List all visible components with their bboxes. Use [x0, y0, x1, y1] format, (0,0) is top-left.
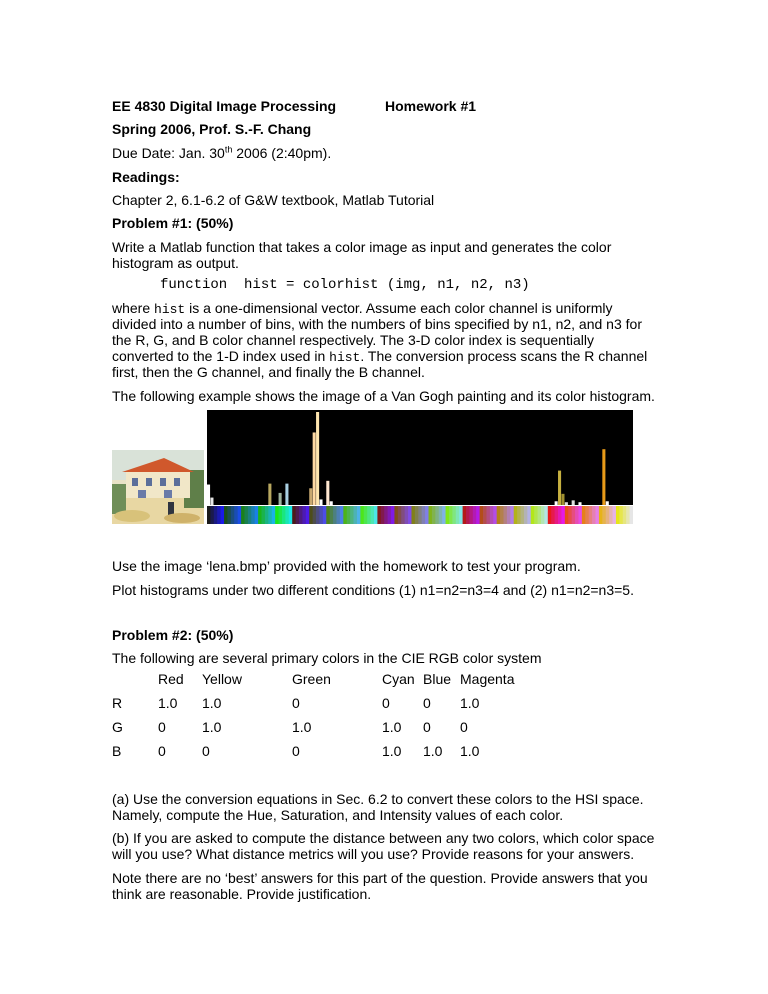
color-strip-swatch	[296, 506, 300, 524]
histogram-bar	[279, 493, 282, 505]
histogram-bar	[578, 502, 581, 505]
histogram-bar	[602, 449, 605, 505]
color-strip-swatch	[429, 506, 433, 524]
color-strip-swatch	[575, 506, 579, 524]
color-strip-swatch	[207, 506, 211, 524]
color-strip-swatch	[435, 506, 439, 524]
cell: 1.0	[423, 743, 443, 759]
color-strip-swatch	[483, 506, 487, 524]
color-strip-swatch	[367, 506, 371, 524]
cell: 0	[158, 719, 166, 735]
color-strip-swatch	[599, 506, 603, 524]
color-strip-swatch	[255, 506, 259, 524]
color-strip-swatch	[527, 506, 531, 524]
color-strip-swatch	[371, 506, 375, 524]
color-strip-swatch	[350, 506, 354, 524]
color-strip-swatch	[561, 506, 565, 524]
row-label-b: B	[112, 743, 122, 759]
color-strip-swatch	[473, 506, 477, 524]
part-b-line2: will you use? What distance metrics will you use? Provide reasons for your answers.	[112, 846, 635, 862]
color-strip-swatch	[452, 506, 456, 524]
histogram-bar	[326, 481, 329, 505]
color-strip-swatch	[480, 506, 484, 524]
color-strip-swatch	[623, 506, 627, 524]
color-strip-swatch	[446, 506, 450, 524]
van-gogh-painting-image	[112, 450, 204, 524]
color-strip-swatch	[265, 506, 269, 524]
color-strip-swatch	[555, 506, 559, 524]
col-header-red: Red	[158, 671, 184, 687]
cell: 0	[202, 743, 210, 759]
color-strip-swatch	[330, 506, 334, 524]
course-title: EE 4830 Digital Image Processing	[112, 98, 337, 114]
color-strip-swatch	[302, 506, 306, 524]
problem1-heading: Problem #1: (50%)	[112, 215, 234, 231]
row-label-r: R	[112, 695, 123, 711]
color-strip-swatch	[279, 506, 283, 524]
color-strip-swatch	[616, 506, 620, 524]
color-strip-swatch	[244, 506, 248, 524]
color-strip-swatch	[292, 506, 296, 524]
cell: 0	[292, 743, 300, 759]
color-strip-swatch	[306, 506, 310, 524]
color-strip-swatch	[316, 506, 320, 524]
histogram-bar	[330, 501, 333, 505]
color-strip-swatch	[568, 506, 572, 524]
use-image-text: Use the image ‘lena.bmp’ provided with the homework to test your program.	[112, 558, 581, 574]
cell: 1.0	[460, 695, 480, 711]
function-signature: function hist = colorhist (img, n1, n2, n3)	[160, 277, 530, 293]
table-row	[112, 695, 572, 713]
color-strip-swatch	[585, 506, 589, 524]
color-strip-swatch	[521, 506, 525, 524]
cell: 1.0	[158, 695, 178, 711]
color-strip-swatch	[626, 506, 630, 524]
color-strip-swatch	[609, 506, 613, 524]
color-strip-swatch	[391, 506, 395, 524]
color-strip-swatch	[541, 506, 545, 524]
color-strip-swatch	[619, 506, 623, 524]
color-strip-swatch	[343, 506, 347, 524]
problem1-intro-line1: Write a Matlab function that takes a color image as input and generates the color	[112, 239, 612, 255]
histogram-bar	[309, 488, 312, 505]
color-strip-swatch	[272, 506, 276, 524]
cell: 0	[292, 695, 300, 711]
col-header-cyan: Cyan	[382, 671, 415, 687]
problem1-desc-line5: first, then the G channel, and finally the B channel.	[112, 364, 425, 380]
color-strip-swatch	[490, 506, 494, 524]
color-strip-swatch	[469, 506, 473, 524]
cell: 1.0	[382, 743, 402, 759]
color-strip-swatch	[405, 506, 409, 524]
color-strip-swatch	[425, 506, 429, 524]
due-date-sup: th	[224, 144, 233, 155]
problem1-intro-line2: histogram as output.	[112, 255, 239, 271]
part-a-line1: (a) Use the conversion equations in Sec. 6.2 to convert these colors to the HSI space.	[112, 791, 644, 807]
col-header-yellow: Yellow	[202, 671, 242, 687]
color-strip-swatch	[538, 506, 542, 524]
color-strip-swatch	[337, 506, 341, 524]
col-header-magenta: Magenta	[460, 671, 515, 687]
histogram-bar	[555, 501, 558, 505]
histogram-bar	[565, 502, 568, 505]
histogram-bar	[313, 432, 316, 505]
histogram-bar	[558, 471, 561, 505]
color-strip-swatch	[289, 506, 293, 524]
color-strip-swatch	[630, 506, 633, 524]
color-strip-swatch	[544, 506, 548, 524]
color-strip-swatch	[394, 506, 398, 524]
color-strip-swatch	[347, 506, 351, 524]
color-strip-swatch	[374, 506, 378, 524]
term-professor: Spring 2006, Prof. S.-F. Chang	[112, 121, 312, 137]
cell: 0	[423, 695, 431, 711]
color-strip-swatch	[333, 506, 337, 524]
color-strip-swatch	[613, 506, 617, 524]
color-strip-swatch	[214, 506, 218, 524]
color-strip-swatch	[268, 506, 272, 524]
color-strip-swatch	[275, 506, 279, 524]
color-strip-swatch	[418, 506, 422, 524]
color-strip-swatch	[459, 506, 463, 524]
part-b-line1: (b) If you are asked to compute the distance between any two colors, which color space	[112, 830, 655, 846]
color-strip-swatch	[558, 506, 562, 524]
color-strip-swatch	[340, 506, 344, 524]
table-row	[112, 743, 572, 761]
color-strip-swatch	[493, 506, 497, 524]
color-strip-swatch	[388, 506, 392, 524]
histogram-bar	[268, 484, 271, 505]
color-strip-swatch	[463, 506, 467, 524]
due-date-suffix: 2006 (2:40pm).	[232, 145, 332, 161]
color-strip-swatch	[606, 506, 610, 524]
histogram-bar	[606, 501, 609, 505]
color-strip-swatch	[442, 506, 446, 524]
histogram-figure	[112, 410, 633, 525]
color-strip-swatch	[221, 506, 225, 524]
color-strip-swatch	[602, 506, 606, 524]
histogram-bar	[319, 499, 322, 505]
color-strip-swatch	[504, 506, 508, 524]
cell: 1.0	[292, 719, 312, 735]
color-strip-swatch	[285, 506, 289, 524]
row-label-g: G	[112, 719, 123, 735]
color-strip-swatch	[248, 506, 252, 524]
color-strip-swatch	[578, 506, 582, 524]
color-strip-swatch	[497, 506, 501, 524]
color-strip-swatch	[299, 506, 303, 524]
cell: 1.0	[202, 695, 222, 711]
color-strip-swatch	[439, 506, 443, 524]
color-strip-swatch	[251, 506, 255, 524]
color-strip-swatch	[384, 506, 388, 524]
example-text: The following example shows the image of a Van Gogh painting and its color histogram.	[112, 388, 655, 404]
color-strip-swatch	[486, 506, 490, 524]
color-strip-swatch	[231, 506, 235, 524]
plot-instruction: Plot histograms under two different conditions (1) n1=n2=n3=4 and (2) n1=n2=n3=5.	[112, 582, 634, 598]
color-strip-swatch	[592, 506, 596, 524]
hist-code-2: hist	[329, 350, 361, 365]
color-strip-swatch	[227, 506, 231, 524]
hist-code-1: hist	[154, 302, 186, 317]
color-strip-swatch	[258, 506, 262, 524]
color-strip-swatch	[241, 506, 245, 524]
color-strip-swatch	[510, 506, 514, 524]
due-date	[112, 145, 331, 162]
color-strip-swatch	[408, 506, 412, 524]
part-a-line2: Namely, compute the Hue, Saturation, and Intensity values of each color.	[112, 807, 564, 823]
color-strip-swatch	[548, 506, 552, 524]
histogram-bar	[572, 500, 575, 505]
desc-where: where	[112, 300, 155, 316]
color-strip-swatch	[551, 506, 555, 524]
histogram-bar	[561, 494, 564, 505]
color-strip-swatch	[282, 506, 286, 524]
cell: 0	[423, 719, 431, 735]
note-line1: Note there are no ‘best’ answers for this part of the question. Provide answers that you	[112, 870, 648, 886]
readings-heading: Readings:	[112, 169, 180, 185]
col-header-blue: Blue	[423, 671, 452, 687]
color-strip-swatch	[449, 506, 453, 524]
histogram-bar	[210, 498, 213, 505]
color-strip-swatch	[224, 506, 228, 524]
color-strip-swatch	[432, 506, 436, 524]
desc-line4b: . The conversion process scans the R channel	[360, 348, 648, 364]
color-strip-swatch	[596, 506, 600, 524]
color-strip-swatch	[313, 506, 317, 524]
color-strip-swatch	[565, 506, 569, 524]
histogram-bar	[316, 412, 319, 505]
color-strip-swatch	[354, 506, 358, 524]
color-strip-swatch	[500, 506, 504, 524]
cell: 0	[382, 695, 390, 711]
table-row	[112, 719, 572, 737]
readings-text: Chapter 2, 6.1-6.2 of G&W textbook, Matlab Tutorial	[112, 192, 435, 208]
color-strip-swatch	[262, 506, 266, 524]
desc-part1: is a one-dimensional vector. Assume each color channel is uniformly	[185, 300, 613, 316]
color-index-strip	[207, 506, 633, 524]
cell: 0	[158, 743, 166, 759]
color-strip-swatch	[531, 506, 535, 524]
color-strip-swatch	[524, 506, 528, 524]
color-strip-swatch	[234, 506, 238, 524]
color-strip-swatch	[210, 506, 214, 524]
problem1-desc-line3: the R, G, and B color channel respectively. The 3-D color index is sequentially	[112, 332, 594, 348]
color-strip-swatch	[309, 506, 313, 524]
color-strip-swatch	[377, 506, 381, 524]
color-strip-swatch	[217, 506, 221, 524]
cell: 1.0	[382, 719, 402, 735]
color-strip-swatch	[323, 506, 327, 524]
color-strip-swatch	[534, 506, 538, 524]
color-strip-swatch	[326, 506, 330, 524]
homework-number: Homework #1	[385, 98, 477, 114]
color-strip-swatch	[415, 506, 419, 524]
color-strip-swatch	[357, 506, 361, 524]
color-strip-swatch	[476, 506, 480, 524]
color-strip-swatch	[360, 506, 364, 524]
color-strip-swatch	[381, 506, 385, 524]
cell: 0	[460, 719, 468, 735]
problem2-heading: Problem #2: (50%)	[112, 627, 234, 643]
desc-line4a: converted to the 1-D index used in	[112, 348, 330, 364]
note-line2: think are reasonable. Provide justification.	[112, 886, 372, 902]
color-strip-swatch	[572, 506, 576, 524]
problem2-intro: The following are several primary colors in the CIE RGB color system	[112, 650, 542, 666]
col-header-green: Green	[292, 671, 331, 687]
color-strip-swatch	[401, 506, 405, 524]
color-histogram-chart	[204, 410, 633, 525]
color-strip-swatch	[507, 506, 511, 524]
color-strip-swatch	[466, 506, 470, 524]
color-strip-swatch	[589, 506, 593, 524]
color-strip-swatch	[456, 506, 460, 524]
cell: 1.0	[202, 719, 222, 735]
histogram-bar	[285, 484, 288, 505]
problem1-desc-line2: divided into a number of bins, with the numbers of bins specified by n1, n2, and n3 for	[112, 316, 642, 332]
cell: 1.0	[460, 743, 480, 759]
color-strip-swatch	[422, 506, 426, 524]
histogram-bar	[207, 485, 210, 505]
color-strip-swatch	[514, 506, 518, 524]
color-strip-swatch	[238, 506, 242, 524]
color-strip-swatch	[517, 506, 521, 524]
table-header-row	[112, 671, 572, 689]
color-strip-swatch	[582, 506, 586, 524]
color-strip-swatch	[319, 506, 323, 524]
color-strip-swatch	[411, 506, 415, 524]
color-strip-swatch	[364, 506, 368, 524]
due-date-prefix: Due Date: Jan. 30	[112, 145, 225, 161]
color-strip-swatch	[398, 506, 402, 524]
